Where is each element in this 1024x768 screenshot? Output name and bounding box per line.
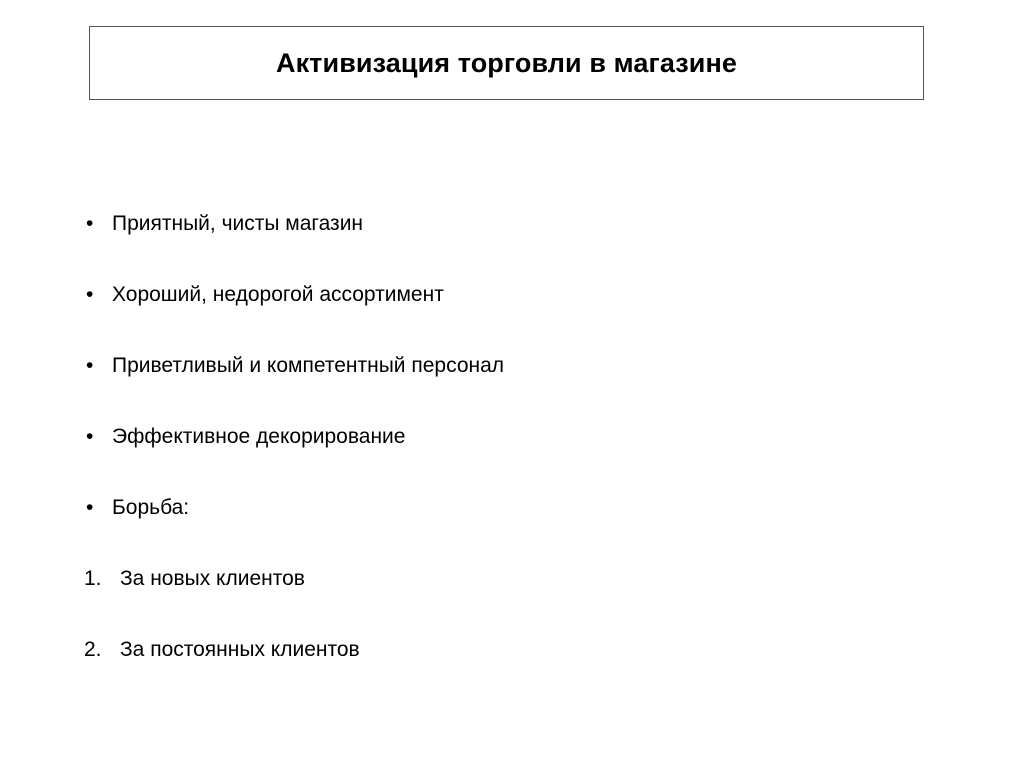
bullet-marker: • [86, 283, 94, 306]
bullet-marker: • [86, 212, 94, 235]
list-item [84, 203, 944, 274]
list-item-text: Приветливый и компетентный персонал [112, 354, 505, 377]
numbered-item-text: За новых клиентов [120, 567, 305, 590]
slide-title-box [89, 26, 924, 100]
list-item [84, 345, 944, 416]
list-item [84, 416, 944, 487]
slide-title: Активизация торговли в магазине [275, 47, 738, 78]
bullet-marker: • [86, 354, 94, 377]
list-item-text: Приятный, чисты магазин [112, 212, 364, 235]
numbered-item-text: За постоянных клиентов [120, 638, 360, 661]
list-item [84, 274, 944, 345]
slide-content [84, 203, 944, 700]
number-marker: 1. [84, 567, 102, 590]
numbered-item [84, 629, 944, 700]
numbered-item [84, 558, 944, 629]
list-item-text: Борьба: [112, 496, 190, 519]
list-item [84, 487, 944, 558]
list-item-text: Эффективное декорирование [112, 425, 406, 448]
number-marker: 2. [84, 638, 102, 661]
list-item-text: Хороший, недорогой ассортимент [112, 283, 444, 306]
bullet-marker: • [86, 425, 94, 448]
bullet-marker: • [86, 496, 94, 519]
